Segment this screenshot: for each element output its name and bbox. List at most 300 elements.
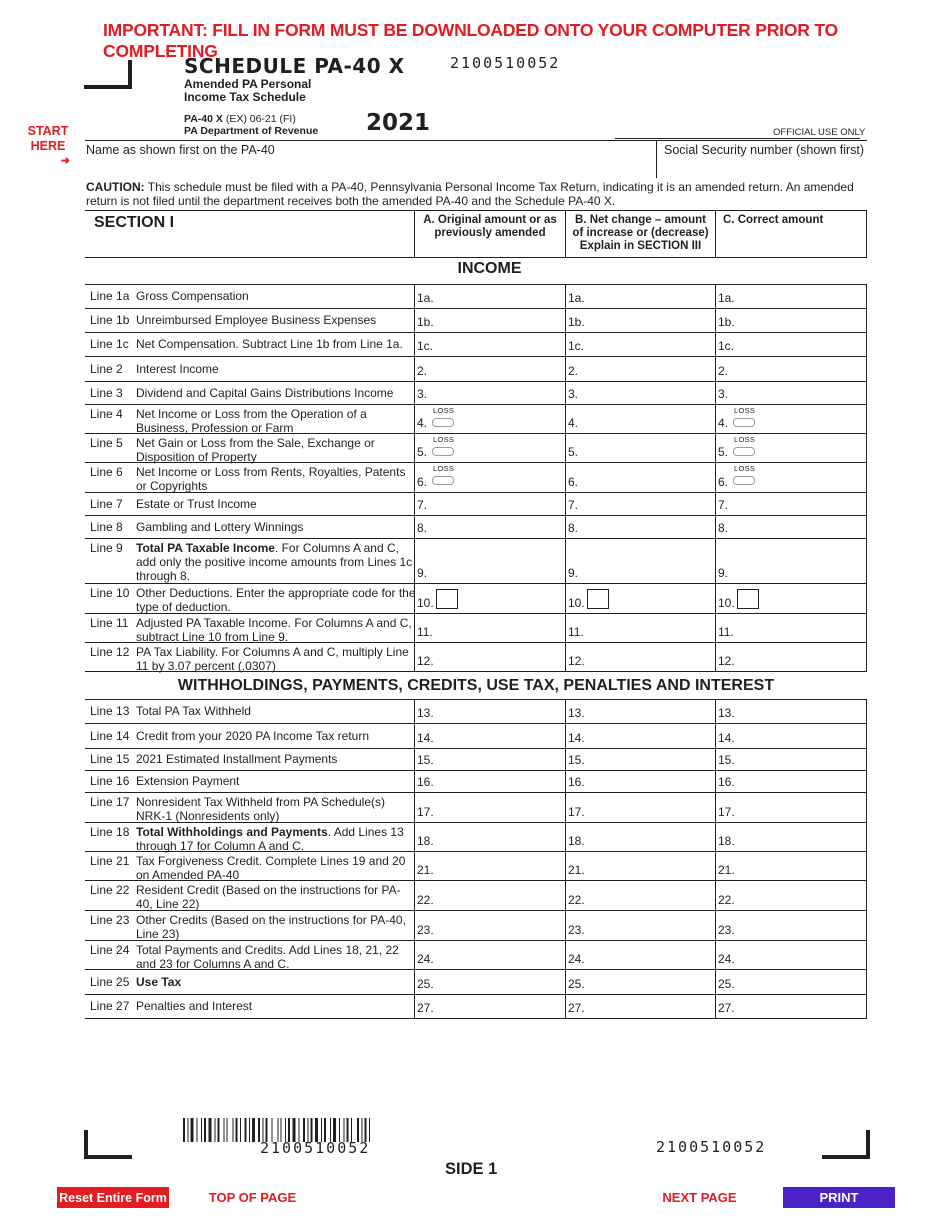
line-number: Line 18 xyxy=(90,825,130,839)
column-b-line-code: 9. xyxy=(568,566,579,580)
form-id-number: 2100510052 xyxy=(450,54,561,72)
column-c-amount-input[interactable] xyxy=(739,750,862,768)
barcode-bar xyxy=(224,1118,225,1142)
column-a-amount-input[interactable] xyxy=(438,358,561,379)
table-header-bottom-rule xyxy=(85,257,867,258)
row-rule xyxy=(85,792,867,793)
column-a-amount-input[interactable] xyxy=(438,996,561,1016)
column-b-amount-input[interactable] xyxy=(589,464,712,490)
start-here-marker xyxy=(26,124,70,169)
column-divider xyxy=(565,880,566,910)
line-description xyxy=(136,704,416,718)
column-divider xyxy=(565,381,566,404)
column-c-amount-input[interactable] xyxy=(739,310,862,330)
column-divider xyxy=(565,792,566,822)
line-description-text: Dividend and Capital Gains Distributions Income xyxy=(136,386,394,400)
column-b-amount-input[interactable] xyxy=(589,824,712,849)
barcode-bar xyxy=(218,1118,220,1142)
column-c-line-code: 12. xyxy=(718,654,735,668)
column-c-amount-input[interactable] xyxy=(739,794,862,820)
column-c-amount-input[interactable] xyxy=(739,644,862,669)
row-label xyxy=(90,337,416,351)
column-a-line-code: 6. xyxy=(417,475,428,489)
column-a-amount-input[interactable] xyxy=(438,725,561,746)
column-c-amount-input[interactable] xyxy=(739,725,862,746)
column-a-line-code: 10. xyxy=(417,596,434,610)
column-divider xyxy=(715,433,716,462)
line-description xyxy=(136,975,416,989)
column-a-amount-input[interactable] xyxy=(438,750,561,768)
column-divider xyxy=(715,308,716,332)
column-divider xyxy=(715,332,716,356)
header-divider-b xyxy=(565,210,566,257)
column-divider xyxy=(715,381,716,404)
column-b-amount-input[interactable] xyxy=(589,971,712,992)
ssn-field-label: Social Security number (shown first) xyxy=(664,143,865,157)
row-label xyxy=(90,704,416,718)
line-number: Line 2 xyxy=(90,362,123,376)
column-c-amount-input[interactable] xyxy=(739,494,862,513)
barcode-bar xyxy=(204,1118,206,1142)
row-label xyxy=(90,999,416,1013)
name-input[interactable] xyxy=(86,158,652,176)
table-header-top-rule xyxy=(85,210,867,211)
column-divider xyxy=(866,492,867,515)
line-number: Line 23 xyxy=(90,913,130,927)
line-number: Line 13 xyxy=(90,704,130,718)
column-b-amount-input[interactable] xyxy=(589,644,712,669)
column-b-line-code: 2. xyxy=(568,364,579,378)
row-label xyxy=(90,289,416,303)
top-of-page-link[interactable]: TOP OF PAGE xyxy=(208,1190,297,1205)
column-b-header: B. Net change – amount of increase or (decrease) Explain in SECTION III xyxy=(572,214,709,252)
column-divider xyxy=(866,910,867,940)
name-ssn-divider xyxy=(656,140,657,178)
row-label xyxy=(90,825,416,853)
column-a-amount-input[interactable] xyxy=(438,494,561,513)
line-description xyxy=(136,943,416,971)
column-b-amount-input[interactable] xyxy=(589,615,712,640)
column-a-line-code: 12. xyxy=(417,654,434,668)
line-description xyxy=(136,774,416,788)
barcode-bar xyxy=(188,1118,189,1142)
deduction-code-input[interactable] xyxy=(436,589,458,609)
column-b-amount-input[interactable] xyxy=(589,540,712,581)
column-b-amount-input[interactable] xyxy=(589,310,712,330)
column-divider xyxy=(866,940,867,969)
column-divider xyxy=(866,969,867,994)
row-rule xyxy=(85,404,867,405)
column-c-amount-input[interactable] xyxy=(739,971,862,992)
column-c-amount-input[interactable] xyxy=(739,701,862,721)
column-a-amount-input[interactable] xyxy=(438,334,561,354)
row-label xyxy=(90,497,416,511)
line-description-text: Adjusted PA Taxable Income. For Columns A and C, subtract Line 10 from Line 9. xyxy=(136,616,412,644)
column-c-line-code: 15. xyxy=(718,753,735,767)
column-a-amount-input[interactable] xyxy=(438,882,561,908)
form-revision: (EX) 06-21 (FI) xyxy=(225,113,296,125)
row-label xyxy=(90,436,416,464)
column-c-line-code: 24. xyxy=(718,952,735,966)
column-divider xyxy=(715,462,716,492)
line-number: Line 10 xyxy=(90,586,130,600)
line-description xyxy=(136,586,416,614)
row-rule xyxy=(85,332,867,333)
column-b-amount-input[interactable] xyxy=(589,794,712,820)
column-c-line-code: 10. xyxy=(718,596,735,610)
column-c-amount-input[interactable] xyxy=(739,912,862,938)
column-b-amount-input[interactable] xyxy=(589,996,712,1016)
ssn-input[interactable] xyxy=(660,158,865,176)
deduction-code-input[interactable] xyxy=(737,589,759,609)
row-rule xyxy=(85,770,867,771)
barcode-number: 2100510052 xyxy=(260,1139,371,1157)
line-description-text: Net Income or Loss from the Operation of a Business, Profession or Farm xyxy=(136,407,367,435)
row-rule xyxy=(85,308,867,309)
column-divider xyxy=(715,851,716,880)
line-number: Line 3 xyxy=(90,386,123,400)
row-label xyxy=(90,774,416,788)
column-a-line-code: 1b. xyxy=(417,315,434,329)
column-divider xyxy=(866,284,867,308)
column-divider xyxy=(715,994,716,1018)
line-description-text: Extension Payment xyxy=(136,774,240,788)
column-a-header: A. Original amount or as previously amended xyxy=(423,214,557,239)
column-divider xyxy=(866,792,867,822)
column-divider xyxy=(715,613,716,642)
column-divider xyxy=(715,538,716,583)
name-row-top-rule xyxy=(85,140,867,141)
download-warning-banner: IMPORTANT: FILL IN FORM MUST BE DOWNLOADED ONTO YOUR COMPUTER PRIOR TO COMPLETING xyxy=(103,20,838,61)
column-divider xyxy=(565,770,566,792)
column-b-amount-input[interactable] xyxy=(589,725,712,746)
column-a-amount-input[interactable] xyxy=(438,853,561,878)
column-divider xyxy=(866,433,867,462)
barcode-bar xyxy=(227,1118,228,1142)
line-description-text: . For Columns A and C, add only the positive income amounts from Lines 1c through 8. xyxy=(136,541,413,583)
column-divider xyxy=(715,822,716,851)
column-b-line-code: 4. xyxy=(568,416,579,430)
name-field-label: Name as shown first on the PA-40 xyxy=(86,143,275,157)
row-rule xyxy=(85,356,867,357)
row-label xyxy=(90,975,416,989)
column-c-amount-input[interactable] xyxy=(739,406,862,431)
column-a-amount-input[interactable] xyxy=(438,824,561,849)
line-number: Line 22 xyxy=(90,883,130,897)
loss-checkbox[interactable] xyxy=(432,418,454,427)
column-a-amount-input[interactable] xyxy=(438,286,561,306)
column-c-amount-input[interactable] xyxy=(739,383,862,402)
loss-label: LOSS xyxy=(734,406,756,415)
column-c-header: C. Correct amount xyxy=(723,214,824,226)
column-divider xyxy=(866,381,867,404)
next-page-link[interactable]: NEXT PAGE xyxy=(662,1190,737,1205)
column-b-line-code: 10. xyxy=(568,596,585,610)
column-divider xyxy=(565,994,566,1018)
column-b-amount-input[interactable] xyxy=(589,750,712,768)
row-rule xyxy=(85,994,867,995)
column-c-amount-input[interactable] xyxy=(739,882,862,908)
row-label xyxy=(90,386,416,400)
column-a-line-code: 18. xyxy=(417,834,434,848)
line-description-text: Net Compensation. Subtract Line 1b from Line 1a. xyxy=(136,337,403,351)
column-divider xyxy=(715,770,716,792)
column-b-amount-input[interactable] xyxy=(589,701,712,721)
column-b-amount-input[interactable] xyxy=(589,942,712,967)
column-a-amount-input[interactable] xyxy=(438,794,561,820)
column-b-amount-input[interactable] xyxy=(589,383,712,402)
column-divider xyxy=(565,583,566,613)
column-b-line-code: 22. xyxy=(568,893,585,907)
column-divider xyxy=(715,910,716,940)
loss-checkbox[interactable] xyxy=(432,447,454,456)
column-divider xyxy=(565,538,566,583)
column-divider xyxy=(565,910,566,940)
line-description-text: Total Payments and Credits. Add Lines 18, 21, 22 and 23 for Columns A and C. xyxy=(136,943,399,971)
column-divider xyxy=(715,880,716,910)
barcode-bar xyxy=(209,1118,212,1142)
column-c-amount-input[interactable] xyxy=(739,615,862,640)
column-a-amount-input[interactable] xyxy=(438,701,561,721)
column-c-amount-input[interactable] xyxy=(739,942,862,967)
registration-mark-bottom-left xyxy=(84,1130,132,1159)
column-a-amount-input[interactable] xyxy=(438,615,561,640)
withholdings-section-title: WITHHOLDINGS, PAYMENTS, CREDITS, USE TAX, PENALTIES AND INTEREST xyxy=(177,677,775,694)
column-b-amount-input[interactable] xyxy=(589,912,712,938)
column-b-line-code: 12. xyxy=(568,654,585,668)
caution-notice xyxy=(86,180,868,208)
column-c-line-code: 27. xyxy=(718,1001,735,1015)
print-button[interactable]: PRINT xyxy=(783,1187,895,1208)
department-name: PA Department of Revenue xyxy=(184,125,319,137)
column-a-line-code: 22. xyxy=(417,893,434,907)
column-c-line-code: 14. xyxy=(718,731,735,745)
column-a-line-code: 1c. xyxy=(417,339,434,353)
column-divider xyxy=(866,515,867,538)
column-b-line-code: 1a. xyxy=(568,291,585,305)
line-description-text: Credit from your 2020 PA Income Tax return xyxy=(136,729,369,743)
column-b-line-code: 15. xyxy=(568,753,585,767)
column-a-amount-input[interactable] xyxy=(438,912,561,938)
column-c-line-code: 3. xyxy=(718,387,729,401)
column-b-amount-input[interactable] xyxy=(589,435,712,460)
form-code-block xyxy=(184,113,318,137)
line-number: Line 6 xyxy=(90,465,123,479)
column-divider xyxy=(565,433,566,462)
side-label: SIDE 1 xyxy=(445,1160,498,1178)
row-label xyxy=(90,854,416,882)
column-divider xyxy=(715,748,716,770)
column-divider xyxy=(715,699,716,723)
column-c-amount-input[interactable] xyxy=(739,358,862,379)
column-c-amount-input[interactable] xyxy=(739,435,862,460)
loss-label: LOSS xyxy=(433,435,455,444)
column-divider xyxy=(866,851,867,880)
column-b-amount-input[interactable] xyxy=(589,853,712,878)
column-c-amount-input[interactable] xyxy=(739,334,862,354)
column-b-amount-input[interactable] xyxy=(589,772,712,790)
column-divider xyxy=(866,332,867,356)
line-description xyxy=(136,520,416,534)
row-label xyxy=(90,729,416,743)
deduction-code-input[interactable] xyxy=(587,589,609,609)
row-rule xyxy=(85,748,867,749)
row-rule xyxy=(85,723,867,724)
column-divider xyxy=(565,515,566,538)
line-number: Line 27 xyxy=(90,999,130,1013)
line-description xyxy=(136,436,416,464)
row-label xyxy=(90,752,416,766)
column-a-line-code: 21. xyxy=(417,863,434,877)
row-label xyxy=(90,795,416,823)
column-b-line-code: 11. xyxy=(568,625,584,639)
column-divider xyxy=(715,583,716,613)
column-a-amount-input[interactable] xyxy=(438,971,561,992)
column-c-amount-input[interactable] xyxy=(739,517,862,536)
column-divider xyxy=(866,880,867,910)
column-b-line-code: 7. xyxy=(568,498,579,512)
column-c-amount-input[interactable] xyxy=(739,464,862,490)
line-description-text: 2021 Estimated Installment Payments xyxy=(136,752,338,766)
loss-label: LOSS xyxy=(734,435,756,444)
line-description xyxy=(136,362,416,376)
column-c-amount-input[interactable] xyxy=(739,286,862,306)
column-a-amount-input[interactable] xyxy=(438,310,561,330)
loss-checkbox[interactable] xyxy=(733,418,755,427)
column-divider xyxy=(866,642,867,671)
line-description xyxy=(136,795,416,823)
column-divider xyxy=(866,356,867,381)
column-b-line-code: 6. xyxy=(568,475,579,489)
subtitle-line-1: Amended PA Personal xyxy=(184,77,312,91)
loss-label: LOSS xyxy=(433,406,455,415)
column-divider xyxy=(715,723,716,748)
column-c-amount-input[interactable] xyxy=(739,772,862,790)
column-a-amount-input[interactable] xyxy=(438,540,561,581)
column-b-line-code: 1c. xyxy=(568,339,585,353)
column-c-line-code: 17. xyxy=(718,805,735,819)
column-c-amount-input[interactable] xyxy=(739,996,862,1016)
column-divider xyxy=(715,792,716,822)
column-c-line-code: 4. xyxy=(718,416,729,430)
column-divider xyxy=(565,308,566,332)
column-c-amount-input[interactable] xyxy=(739,853,862,878)
official-use-rule xyxy=(615,138,860,139)
column-b-amount-input[interactable] xyxy=(589,358,712,379)
line-number: Line 1a xyxy=(90,289,130,303)
line-number: Line 8 xyxy=(90,520,123,534)
line-description xyxy=(136,289,416,303)
column-a-amount-input[interactable] xyxy=(438,942,561,967)
column-c-line-code: 6. xyxy=(718,475,729,489)
line-number: Line 16 xyxy=(90,774,130,788)
line-description-text: Resident Credit (Based on the instructions for PA-40, Line 22) xyxy=(136,883,401,911)
line-description-text: Gross Compensation xyxy=(136,289,249,303)
reset-form-button[interactable]: Reset Entire Form xyxy=(57,1187,169,1208)
line-description xyxy=(136,913,416,941)
page-form-number: 2100510052 xyxy=(656,1138,767,1156)
row-label xyxy=(90,883,416,911)
column-a-amount-input[interactable] xyxy=(438,772,561,790)
line-number: Line 7 xyxy=(90,497,123,511)
column-divider xyxy=(565,284,566,308)
column-a-amount-input[interactable] xyxy=(438,644,561,669)
column-divider xyxy=(715,492,716,515)
column-b-amount-input[interactable] xyxy=(589,494,712,513)
loss-label: LOSS xyxy=(734,464,756,473)
column-b-amount-input[interactable] xyxy=(589,517,712,536)
line-description-bold: Total Withholdings and Payments xyxy=(136,825,328,839)
caution-text: This schedule must be filed with a PA-40, Pennsylvania Personal Income Tax Return, indicating it is an amended return. An amended return is not filed until the department receives both the amended PA-40 and the Schedule PA-40 X. xyxy=(86,180,854,208)
loss-checkbox[interactable] xyxy=(432,476,454,485)
column-b-line-code: 21. xyxy=(568,863,585,877)
column-b-amount-input[interactable] xyxy=(589,406,712,431)
column-divider xyxy=(565,332,566,356)
column-a-amount-input[interactable] xyxy=(438,464,561,490)
row-rule xyxy=(85,381,867,382)
column-b-amount-input[interactable] xyxy=(589,882,712,908)
line-description xyxy=(136,407,416,435)
column-b-amount-input[interactable] xyxy=(589,286,712,306)
column-c-amount-input[interactable] xyxy=(739,540,862,581)
line-description xyxy=(136,752,416,766)
line-number: Line 5 xyxy=(90,436,123,450)
line-number: Line 25 xyxy=(90,975,130,989)
column-a-amount-input[interactable] xyxy=(438,383,561,402)
column-a-line-code: 11. xyxy=(417,625,433,639)
column-a-line-code: 9. xyxy=(417,566,428,580)
column-divider xyxy=(866,404,867,433)
column-b-line-code: 3. xyxy=(568,387,579,401)
header-divider-end xyxy=(866,210,867,257)
column-divider xyxy=(866,748,867,770)
column-a-line-code: 5. xyxy=(417,445,428,459)
column-divider xyxy=(565,851,566,880)
line-description-text: . Add Lines 13 through 17 for Column A and C. xyxy=(136,825,404,853)
line-description xyxy=(136,854,416,882)
loss-checkbox[interactable] xyxy=(733,476,755,485)
line-description-text: Gambling and Lottery Winnings xyxy=(136,520,304,534)
column-divider xyxy=(565,462,566,492)
column-b-amount-input[interactable] xyxy=(589,334,712,354)
column-c-amount-input[interactable] xyxy=(739,824,862,849)
column-divider xyxy=(565,748,566,770)
column-c-line-code: 22. xyxy=(718,893,735,907)
barcode-bar xyxy=(240,1118,241,1142)
schedule-title: SCHEDULE PA-40 X xyxy=(184,54,405,78)
row-label xyxy=(90,913,416,941)
column-a-line-code: 27. xyxy=(417,1001,434,1015)
column-divider xyxy=(565,822,566,851)
column-a-amount-input[interactable] xyxy=(438,435,561,460)
column-a-amount-input[interactable] xyxy=(438,406,561,431)
caution-label: CAUTION: xyxy=(86,180,145,194)
column-a-line-code: 8. xyxy=(417,521,428,535)
barcode-bar xyxy=(197,1118,198,1142)
column-c-line-code: 1c. xyxy=(718,339,735,353)
loss-checkbox[interactable] xyxy=(733,447,755,456)
column-b-line-code: 25. xyxy=(568,977,585,991)
barcode-bar xyxy=(249,1118,250,1142)
line-number: Line 14 xyxy=(90,729,130,743)
column-b-line-code: 5. xyxy=(568,445,579,459)
column-a-amount-input[interactable] xyxy=(438,517,561,536)
line-description xyxy=(136,386,416,400)
line-description-bold: Total PA Taxable Income xyxy=(136,541,275,555)
header-divider-a xyxy=(414,210,415,257)
column-c-line-code: 2. xyxy=(718,364,729,378)
start-here-line-2: HERE xyxy=(30,139,66,153)
